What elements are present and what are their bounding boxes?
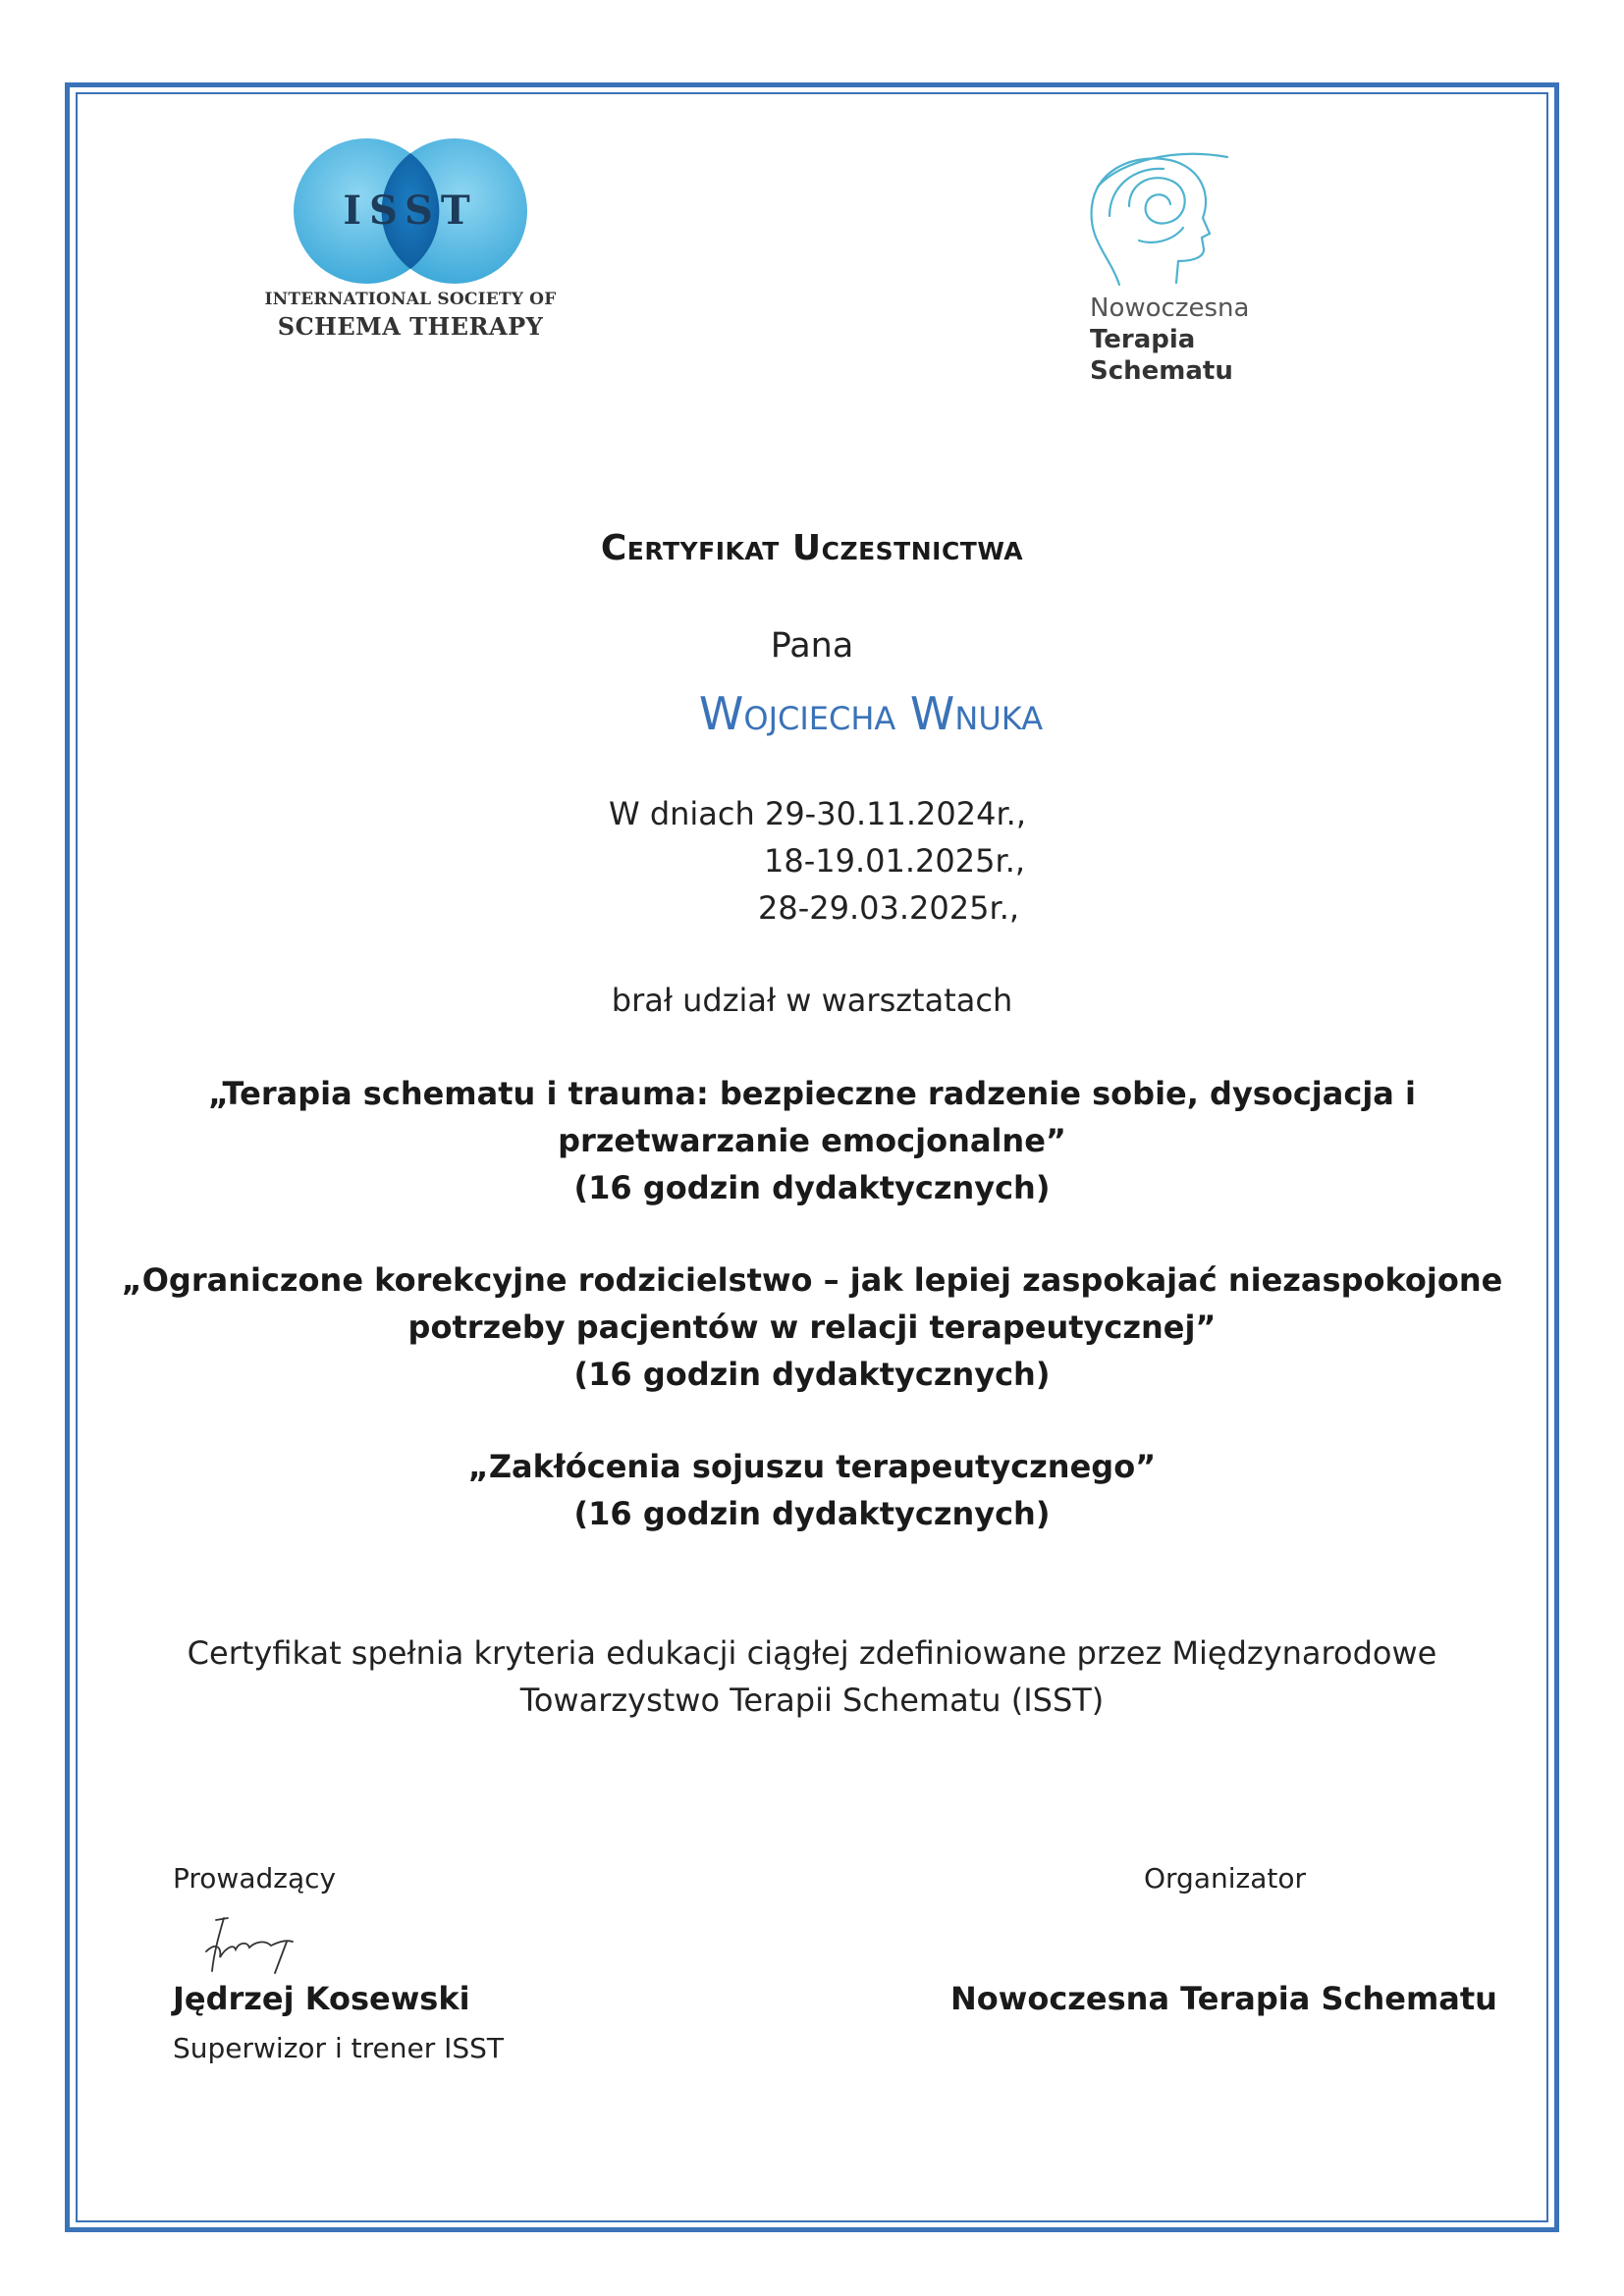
criteria-statement <box>118 1629 1506 1724</box>
workshop-1 <box>118 1070 1506 1211</box>
workshop-title-line: potrzeby pacjentów w relacji terapeutycznej” <box>407 1308 1217 1346</box>
lead-name: Jędrzej Kosewski <box>173 1980 470 2017</box>
organizer-label: Organizator <box>1144 1862 1306 1895</box>
workshop-2 <box>118 1256 1506 1398</box>
nts-logo <box>1080 147 1296 402</box>
workshop-title-line: przetwarzanie emocjonalne” <box>558 1122 1066 1159</box>
participation-text: brał udział w warsztatach <box>611 982 1013 1019</box>
dates-block <box>609 790 1100 932</box>
organizer-name: Nowoczesna Terapia Schematu <box>950 1980 1497 2017</box>
recipient-name: Wojciecha Wnuka <box>698 687 1044 740</box>
certificate-title: Certyfikat Uczestnictwa <box>600 528 1024 568</box>
isst-subtitle-line1: INTERNATIONAL SOCIETY OF <box>264 290 557 309</box>
workshop-hours: (16 godzin dydaktycznych) <box>573 1495 1051 1532</box>
workshop-3 <box>118 1443 1506 1537</box>
criteria-line: Towarzystwo Terapii Schematu (ISST) <box>519 1682 1105 1719</box>
nts-logo-line3: Schematu <box>1090 356 1233 386</box>
salutation: Pana <box>770 626 854 666</box>
isst-emblem-icon <box>263 137 558 285</box>
nts-logo-line2: Terapia <box>1090 325 1196 354</box>
workshop-hours: (16 godzin dydaktycznych) <box>573 1169 1051 1206</box>
workshop-title-line: „Ograniczone korekcyjne rodzicielstwo – jak lepiej zaspokajać niezaspokojone <box>121 1261 1503 1299</box>
workshop-title-line: „Zakłócenia sojuszu terapeutycznego” <box>467 1448 1157 1485</box>
signature-image <box>177 1912 344 1976</box>
date-line: W dniach 29-30.11.2024r., <box>609 795 1026 832</box>
date-line: 18-19.01.2025r., <box>764 842 1026 880</box>
date-line: 28-29.03.2025r., <box>758 889 1020 927</box>
head-profile-icon <box>1080 147 1237 290</box>
criteria-line: Certyfikat spełnia kryteria edukacji ciągłej zdefiniowane przez Międzynarodowe <box>187 1634 1437 1672</box>
isst-subtitle-line2: SCHEMA THERAPY <box>277 312 544 341</box>
isst-mark-text: ISST <box>343 187 478 234</box>
isst-logo <box>263 137 558 363</box>
workshop-hours: (16 godzin dydaktycznych) <box>573 1356 1051 1393</box>
lead-label: Prowadzący <box>173 1862 337 1895</box>
nts-logo-line1: Nowoczesna <box>1090 294 1250 323</box>
workshop-title-line: „Terapia schematu i trauma: bezpieczne radzenie sobie, dysocjacja i <box>207 1075 1416 1112</box>
lead-role: Superwizor i trener ISST <box>173 2032 505 2064</box>
